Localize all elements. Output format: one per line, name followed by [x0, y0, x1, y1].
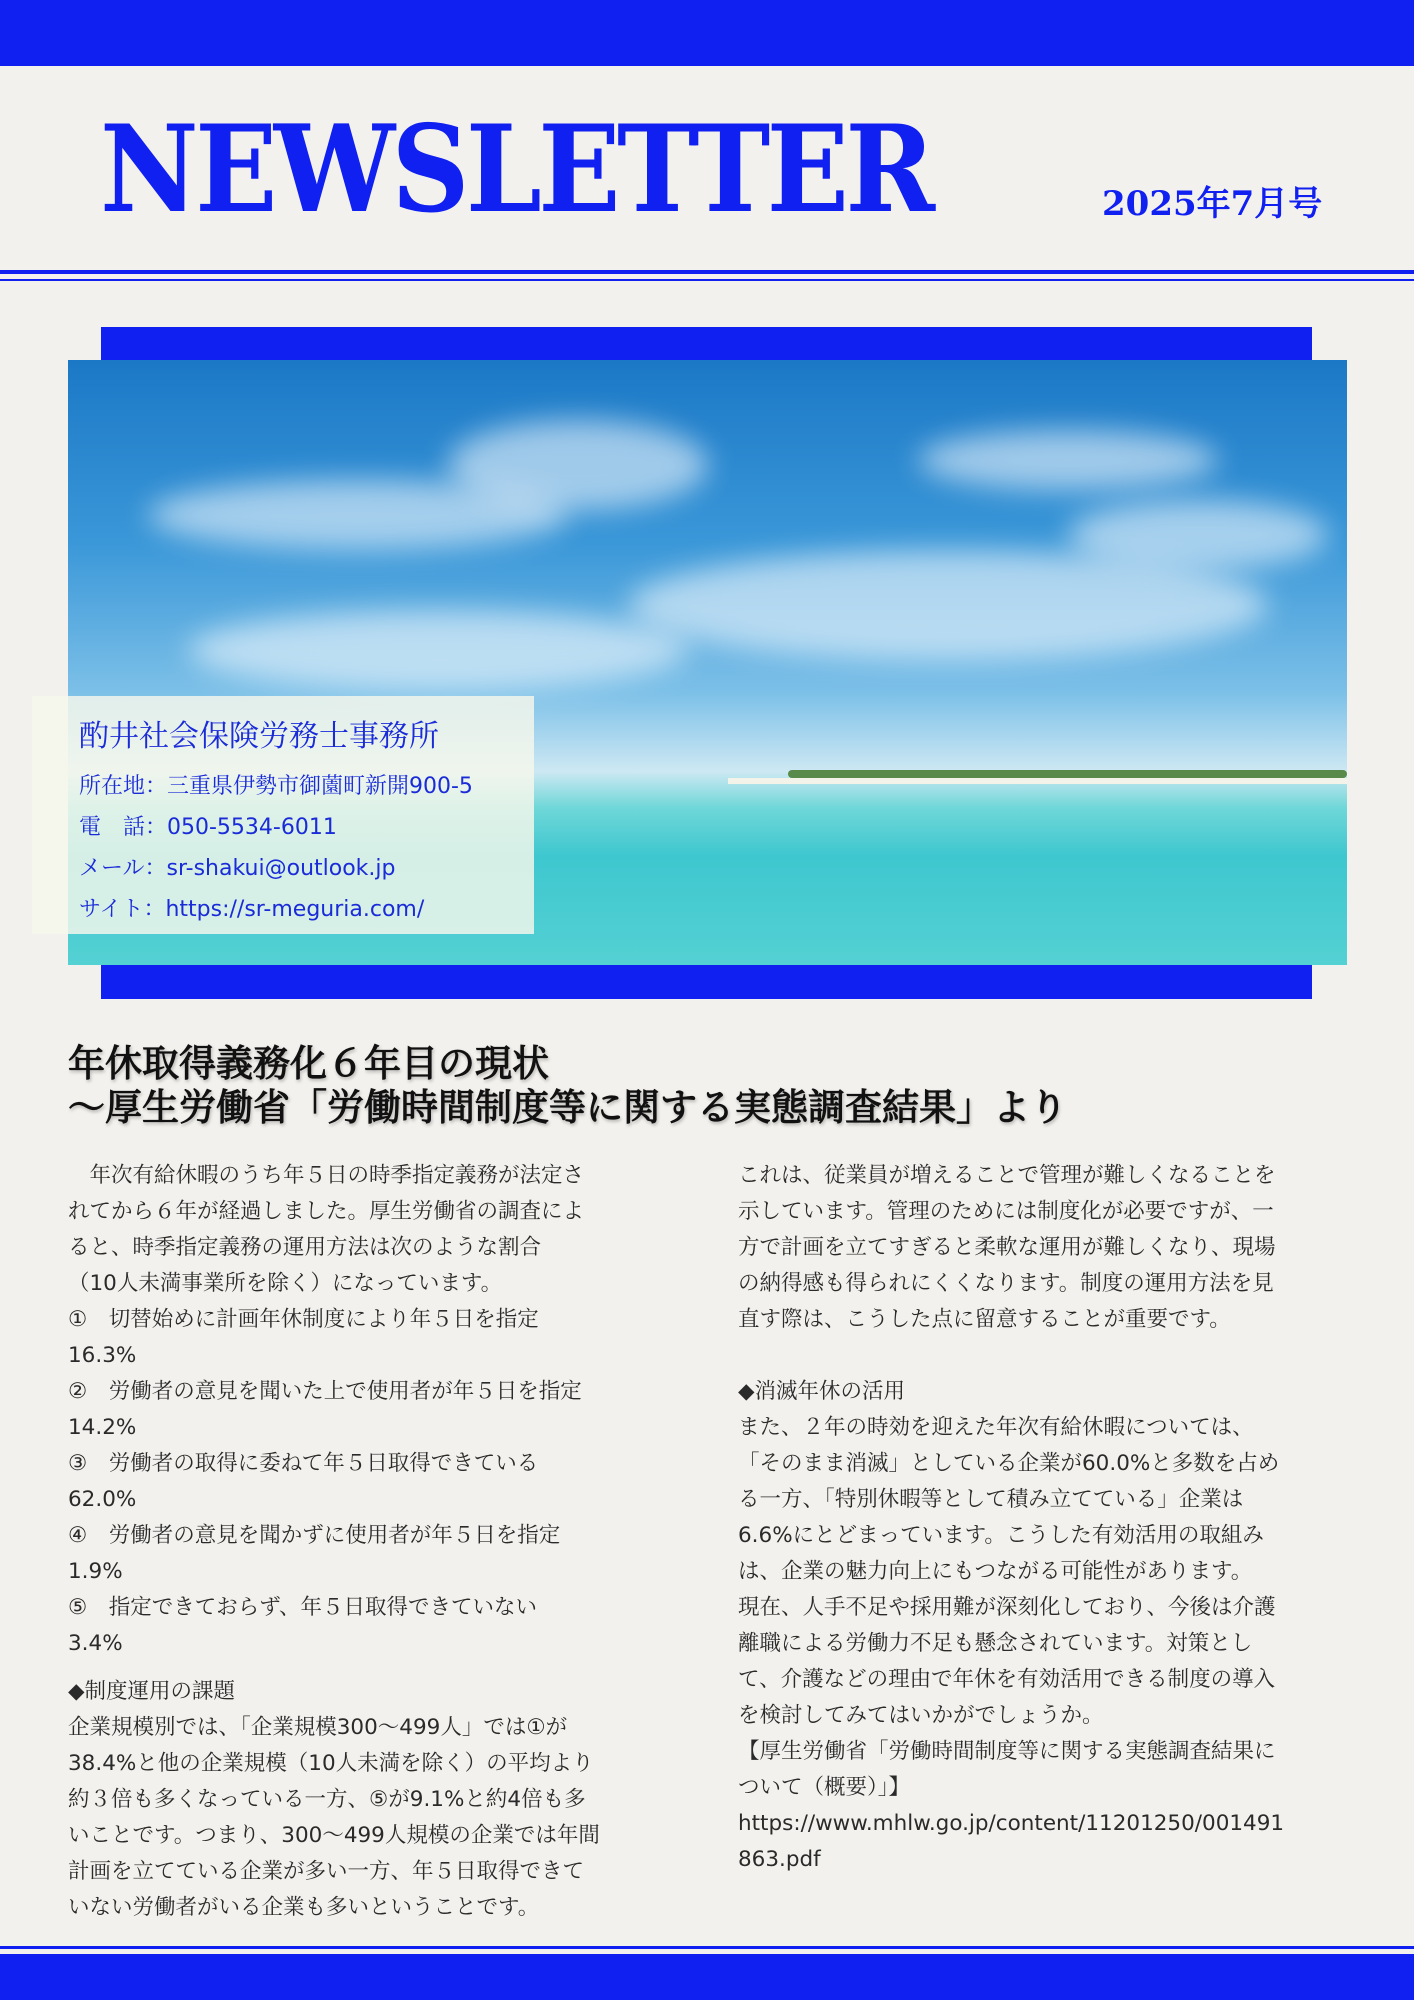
- text-line: れてから６年が経過しました。厚生労働省の調査によ: [68, 1199, 585, 1224]
- text-line: 方で計画を立てすぎると柔軟な運用が難しくなり、現場: [738, 1235, 1276, 1260]
- office-site-link[interactable]: サイト：https://sr-meguria.com/: [79, 897, 425, 922]
- text-line: 離職による労働力不足も懸念されています。対策とし: [738, 1631, 1253, 1656]
- text-line: いない労働者がいる企業も多いということです。: [68, 1895, 540, 1920]
- list-value: 16.3%: [68, 1343, 137, 1368]
- section-heading: ◆消滅年休の活用: [738, 1379, 906, 1404]
- text-line: （10人未満事業所を除く）になっています。: [68, 1271, 503, 1296]
- text-line: は、企業の魅力向上にもつながる可能性があります。: [738, 1559, 1253, 1584]
- office-info-card: [32, 696, 534, 934]
- office-address: 所在地：三重県伊勢市御薗町新開900-5: [79, 774, 473, 799]
- text-line: 企業規模別では、「企業規模300〜499人」では①が: [68, 1715, 568, 1740]
- office-phone: 電 話：050-5534-6011: [79, 815, 337, 840]
- reference-link[interactable]: https://www.mhlw.go.jp/content/11201250/001491: [738, 1811, 1285, 1836]
- photo-frame-bottom: [101, 965, 1312, 999]
- list-item: ④ 労働者の意見を聞かずに使用者が年５日を指定: [68, 1523, 561, 1548]
- text-line: 示しています。管理のためには制度化が必要ですが、一: [738, 1199, 1274, 1224]
- list-value: 62.0%: [68, 1487, 137, 1512]
- list-value: 3.4%: [68, 1631, 123, 1656]
- list-value: 14.2%: [68, 1415, 137, 1440]
- bottom-color-band: [0, 1954, 1414, 2000]
- photo-frame-top: [101, 327, 1312, 361]
- list-item: ③ 労働者の取得に委ねて年５日取得できている: [68, 1451, 539, 1476]
- text-line: 計画を立てている企業が多い一方、年５日取得できて: [68, 1859, 585, 1884]
- reference-title: ついて（概要）」】: [738, 1775, 911, 1800]
- left-paragraph-2: [68, 1674, 600, 1926]
- divider-top: [0, 270, 1414, 274]
- text-line: 「そのまま消滅」としている企業が60.0%と多数を占め: [738, 1451, 1280, 1476]
- text-line: 6.6%にとどまっています。こうした有効活用の取組み: [738, 1523, 1264, 1548]
- section-heading: ◆制度運用の課題: [68, 1679, 236, 1704]
- text-line: の納得感も得られにくくなります。制度の運用方法を見: [738, 1271, 1274, 1296]
- reference-link[interactable]: 863.pdf: [738, 1847, 821, 1872]
- right-column: [738, 1158, 1284, 1878]
- left-column: [68, 1158, 600, 1926]
- text-line: これは、従業員が増えることで管理が難しくなることを: [738, 1163, 1276, 1188]
- headline-line-1: 年休取得義務化６年目の現状: [68, 1042, 549, 1085]
- text-line: 38.4%と他の企業規模（10人未満を除く）の平均より: [68, 1751, 594, 1776]
- issue-date: 2025年7月号: [1102, 184, 1323, 224]
- text-line: を検討してみてはいかがでしょうか。: [738, 1703, 1104, 1728]
- footer-divider: [0, 1946, 1414, 1949]
- text-line: 約３倍も多くなっている一方、⑤が9.1%と約4倍も多: [68, 1787, 586, 1812]
- right-paragraph-2: [738, 1374, 1284, 1878]
- list-item: ⑤ 指定できておらず、年５日取得できていない: [68, 1595, 538, 1620]
- text-line: 直す際は、こうした点に留意することが重要です。: [738, 1307, 1231, 1332]
- headline-line-2: 〜厚生労働省「労働時間制度等に関する実態調査結果」より: [68, 1086, 1067, 1129]
- reference-title: 【厚生労働省「労働時間制度等に関する実態調査結果に: [738, 1739, 1276, 1764]
- text-line: る一方、「特別休暇等として積み立てている」企業は: [738, 1487, 1244, 1512]
- article-headline: [68, 1042, 1358, 1130]
- top-color-band: [0, 0, 1414, 66]
- office-email[interactable]: メール：sr-shakui@outlook.jp: [79, 856, 396, 881]
- list-value: 1.9%: [68, 1559, 123, 1584]
- divider-bottom: [0, 279, 1414, 281]
- office-name: 酌井社会保険労務士事務所: [79, 719, 439, 754]
- text-line: また、２年の時効を迎えた年次有給休暇については、: [738, 1415, 1254, 1440]
- text-line: いことです。つまり、300〜499人規模の企業では年間: [68, 1823, 600, 1848]
- left-paragraph-1: [68, 1158, 600, 1662]
- newsletter-title: NEWSLETTER: [100, 99, 932, 240]
- shoreline: [728, 778, 1347, 784]
- list-item: ① 切替始めに計画年休制度により年５日を指定: [68, 1307, 539, 1332]
- text-line: て、介護などの理由で年休を有効活用できる制度の導入: [738, 1667, 1276, 1692]
- text-line: 年次有給休暇のうち年５日の時季指定義務が法定さ: [68, 1163, 585, 1188]
- text-line: ると、時季指定義務の運用方法は次のような割合: [68, 1235, 542, 1260]
- right-paragraph-1: [738, 1158, 1284, 1338]
- list-item: ② 労働者の意見を聞いた上で使用者が年５日を指定: [68, 1379, 582, 1404]
- island-strip: [788, 770, 1347, 778]
- text-line: 現在、人手不足や採用難が深刻化しており、今後は介護: [738, 1595, 1276, 1620]
